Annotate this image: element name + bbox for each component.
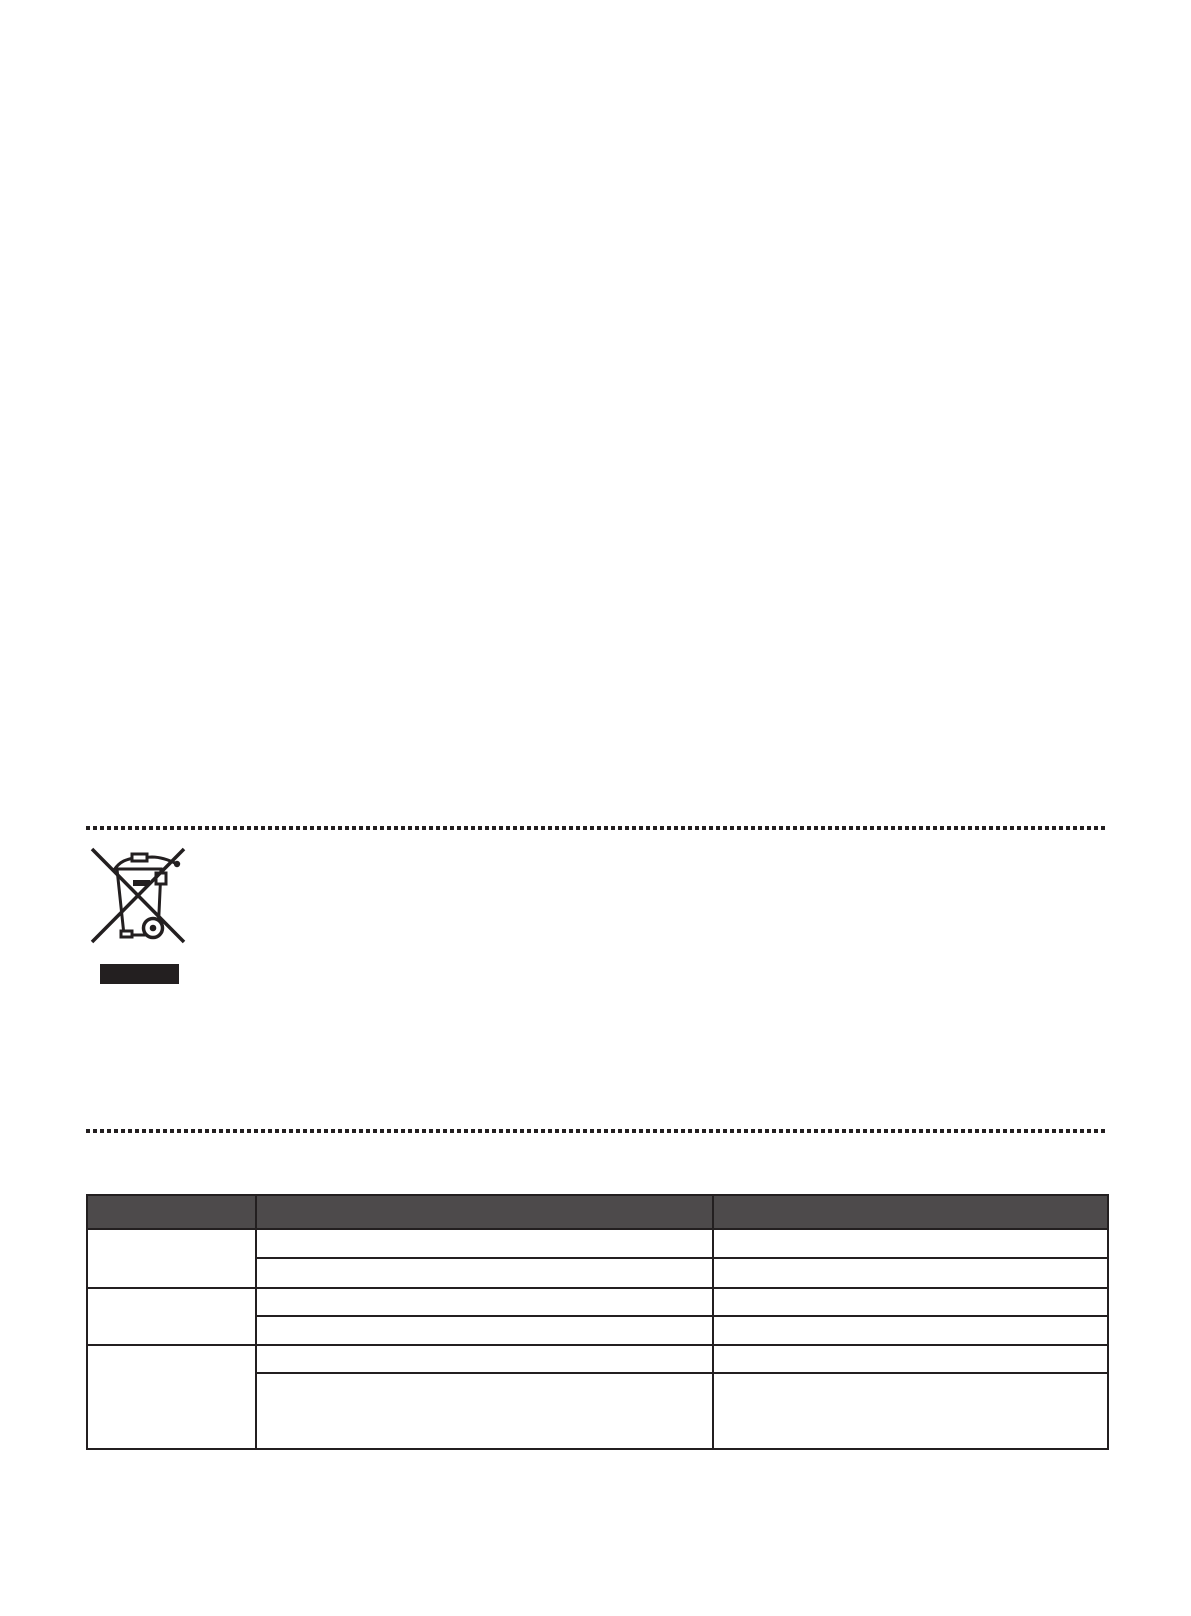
- table-cell: [256, 1316, 713, 1345]
- weee-black-bar: [100, 964, 179, 984]
- table-cell: [713, 1229, 1108, 1258]
- table-header-cell-2: [256, 1195, 713, 1229]
- dotted-divider-top: [86, 826, 1107, 830]
- table-cell: [713, 1258, 1108, 1288]
- table-cell: [256, 1373, 713, 1449]
- table-cell: [256, 1288, 713, 1316]
- table-header-cell-1: [87, 1195, 256, 1229]
- weee-crossed-out-wheelie-bin-icon: [90, 843, 186, 947]
- dotted-divider-bottom: [86, 1129, 1107, 1133]
- table-cell-category-1: [87, 1229, 256, 1288]
- spec-table: [86, 1194, 1109, 1450]
- table-header-row: [87, 1195, 1108, 1229]
- table-row: [87, 1288, 1108, 1316]
- table-cell: [713, 1345, 1108, 1373]
- table-cell: [256, 1258, 713, 1288]
- table-row: [87, 1345, 1108, 1373]
- table-cell: [256, 1229, 713, 1258]
- table-cell: [713, 1288, 1108, 1316]
- table-row: [87, 1229, 1108, 1258]
- table-cell: [713, 1316, 1108, 1345]
- table-cell-category-2: [87, 1288, 256, 1345]
- table-cell-category-3: [87, 1345, 256, 1449]
- table-cell: [256, 1345, 713, 1373]
- table-header-cell-3: [713, 1195, 1108, 1229]
- table-cell: [713, 1373, 1108, 1449]
